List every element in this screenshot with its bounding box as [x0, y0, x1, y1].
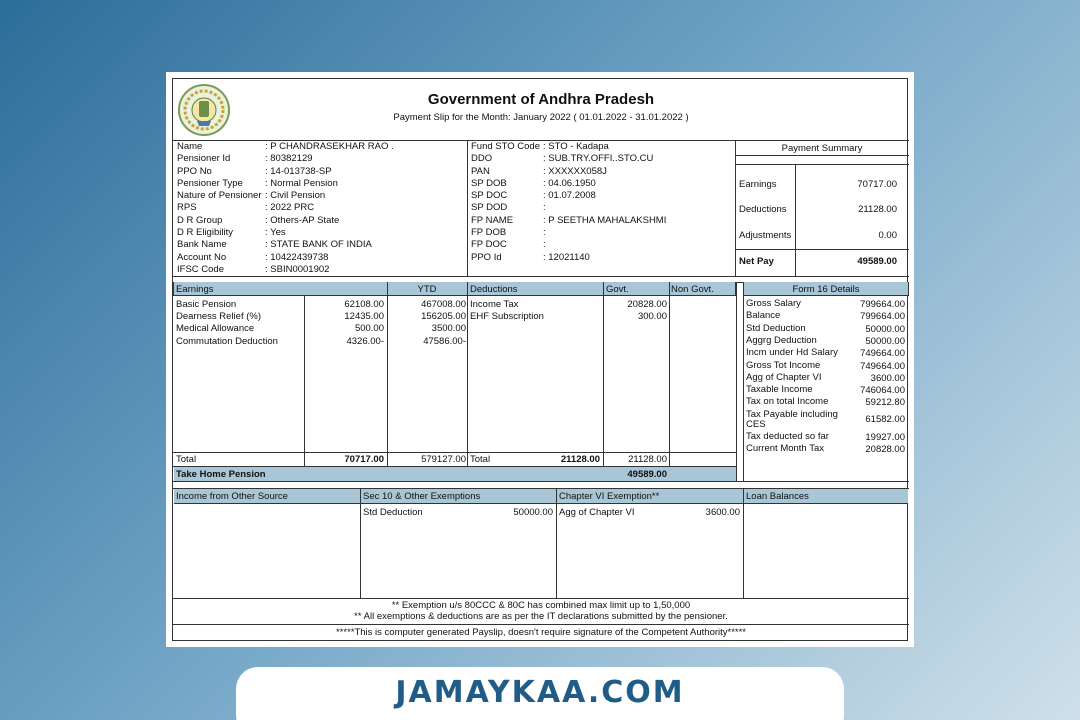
form16-label: Gross Tot Income [746, 359, 821, 371]
pensioner-field-value: : 80382129 [265, 153, 313, 165]
earnings-total-amount: 70717.00 [344, 454, 384, 465]
fund-field-value: : XXXXXX058J [543, 165, 607, 177]
form16-label: Std Deduction [746, 322, 806, 334]
fund-field [471, 239, 733, 251]
pensioner-info-right [471, 141, 733, 264]
form16-label: Incm under Hd Salary [746, 347, 838, 359]
earning-ytd: 3500.00 [431, 323, 466, 335]
fund-field [471, 215, 733, 227]
sec10-row-name: Std Deduction [363, 507, 423, 518]
pensioner-field-value: : SBIN0001902 [265, 263, 330, 275]
form16-value: 19927.00 [865, 431, 905, 443]
income-other-source-header: Income from Other Source [176, 491, 288, 502]
earning-ytd: 156205.00 [421, 311, 466, 323]
summary-label: Net Pay [739, 256, 774, 267]
sec10-row-value: 50000.00 [513, 507, 553, 518]
fund-field-label: DDO [471, 153, 493, 165]
form16-value: 749664.00 [860, 360, 905, 372]
fund-field [471, 166, 733, 178]
pensioner-info-left [177, 141, 469, 276]
fund-field [471, 202, 733, 214]
deduction-govt: 20828.00 [627, 299, 667, 310]
summary-value: 49589.00 [857, 256, 897, 267]
pensioner-field-value: : 2022 PRC [265, 202, 315, 214]
summary-label: Deductions [739, 204, 787, 215]
chapter6-exemption-header: Chapter VI Exemption** [559, 491, 660, 502]
fund-field-value: : SUB.TRY.OFFI..STO.CU [543, 153, 654, 165]
fund-field-label: SP DOC [471, 190, 508, 202]
earning-name: Dearness Relief (%) [176, 311, 261, 323]
fund-field-value: : [543, 202, 546, 214]
form16-title: Form 16 Details [792, 284, 860, 295]
fund-field [471, 141, 733, 153]
deductions-total-govt: 21128.00 [628, 454, 667, 465]
pensioner-field-label: Pensioner Type [177, 177, 243, 189]
pensioner-field-value: : Yes [265, 227, 286, 239]
form16-value: 20828.00 [865, 444, 905, 455]
pensioner-field [177, 227, 469, 239]
pensioner-field-value: : STATE BANK OF INDIA [265, 239, 372, 251]
form16-value: 59212.80 [865, 397, 905, 409]
summary-value: 70717.00 [857, 179, 897, 190]
earnings-total-ytd: 579127.00 [421, 454, 466, 465]
pensioner-field [177, 153, 469, 165]
fund-field [471, 178, 733, 190]
pensioner-field [177, 264, 469, 276]
pensioner-field [177, 166, 469, 178]
form16-value: 61582.00 [865, 413, 905, 425]
pensioner-field-label: Pensioner Id [177, 153, 231, 165]
payslip-frame [172, 78, 908, 641]
deductions-total-label: Total [470, 454, 491, 465]
summary-label: Earnings [739, 179, 777, 190]
form16-value: 799664.00 [860, 299, 905, 310]
fund-field-label: PPO Id [471, 251, 502, 263]
form16-label: Tax deducted so far [746, 430, 829, 442]
fund-field [471, 227, 733, 239]
fund-field-label: FP DOB [471, 227, 507, 239]
fund-field-label: SP DOD [471, 202, 508, 214]
pensioner-field-label: D R Eligibility [177, 227, 233, 239]
fund-field-value: : [543, 239, 546, 251]
summary-label: Adjustments [739, 230, 792, 241]
fund-field-value: : 12021140 [543, 251, 590, 263]
payslip-document [166, 72, 914, 647]
earning-name: Commutation Deduction [176, 335, 278, 347]
fund-field-value: : P SEETHA MAHALAKSHMI [543, 214, 667, 226]
summary-value: 0.00 [878, 230, 897, 241]
pensioner-field-label: D R Group [177, 214, 223, 226]
form16-value: 799664.00 [860, 311, 905, 323]
pensioner-field-label: PPO No [177, 165, 212, 177]
pensioner-field [177, 215, 469, 227]
fund-field-label: PAN [471, 165, 490, 177]
pensioner-field-label: Bank Name [177, 239, 227, 251]
sec10-exemptions-header: Sec 10 & Other Exemptions [363, 491, 481, 502]
deductions-total: 21128.00 [560, 454, 600, 465]
fund-field-label: FP DOC [471, 239, 507, 251]
pensioner-field [177, 141, 469, 153]
deduction-govt: 300.00 [637, 311, 667, 323]
form16-value: 3600.00 [870, 372, 905, 384]
brand-text: JAMAYKAA.COM [395, 675, 685, 710]
form16-label: Aggrg Deduction [746, 334, 817, 346]
earning-amount: 62108.00 [344, 299, 384, 310]
fund-field-value: : 01.07.2008 [543, 190, 596, 202]
form16-value: 746064.00 [860, 385, 905, 397]
fund-field [471, 190, 733, 202]
form16-label: Gross Salary [746, 298, 801, 309]
pensioner-field-value: : 10422439738 [265, 251, 329, 263]
form16-label: Balance [746, 310, 781, 322]
form16-value: 749664.00 [860, 348, 905, 360]
fund-field-label: Fund STO Code [471, 141, 541, 152]
earning-ytd: 47586.00- [423, 335, 466, 347]
fund-field-value: : 04.06.1950 [543, 177, 596, 189]
fund-field-label: FP NAME [471, 214, 514, 226]
payment-summary-title: Payment Summary [781, 143, 863, 154]
footer-note: *****This is computer generated Payslip, doesn't require signature of the Competent Authority***** [335, 627, 747, 638]
earning-name: Basic Pension [176, 299, 237, 310]
chapter6-row-name: Agg of Chapter VI [559, 507, 635, 518]
pensioner-field [177, 202, 469, 214]
ytd-header: YTD [417, 284, 437, 295]
pensioner-field [177, 252, 469, 264]
pensioner-field-value: : Civil Pension [265, 190, 326, 202]
deductions-header: Deductions [470, 284, 518, 295]
govt-header: Govt. [606, 284, 629, 295]
pensioner-field-label: Name [177, 141, 203, 152]
pensioner-field-value: : Normal Pension [265, 177, 338, 189]
fund-field-label: SP DOB [471, 177, 507, 189]
non-govt-header: Non Govt. [671, 284, 714, 295]
fund-field [471, 153, 733, 165]
pensioner-field [177, 178, 469, 190]
earning-name: Medical Allowance [176, 323, 255, 335]
page-subtitle: Payment Slip for the Month: January 2022 ( 01.01.2022 - 31.01.2022 ) [393, 112, 689, 123]
deduction-name: Income Tax [470, 299, 519, 310]
form16-label: Current Month Tax [746, 443, 824, 454]
form16-value: 50000.00 [865, 323, 905, 335]
earnings-total-label: Total [176, 454, 197, 465]
earning-amount: 4326.00- [346, 335, 384, 347]
fund-field-value: : [543, 227, 546, 239]
note-line-2: ** All exemptions & deductions are as per the IT declarations submitted by the pensioner. [354, 611, 728, 622]
take-home-label: Take Home Pension [176, 469, 266, 480]
form16-label: Tax Payable including CES [746, 408, 838, 430]
form16-value: 50000.00 [865, 335, 905, 347]
pensioner-field [177, 239, 469, 251]
pensioner-field-label: Nature of Pensioner [177, 190, 262, 202]
fund-field [471, 252, 733, 264]
pensioner-field [177, 190, 469, 202]
fund-field-value: : STO - Kadapa [543, 141, 609, 152]
earning-amount: 500.00 [354, 323, 384, 335]
brand-banner [236, 667, 844, 720]
loan-balances-header: Loan Balances [746, 491, 809, 502]
take-home-value: 49589.00 [627, 469, 667, 480]
summary-value: 21128.00 [858, 204, 897, 215]
pensioner-field-label: RPS [177, 202, 197, 214]
form16-label: Taxable Income [746, 384, 813, 396]
earning-ytd: 467008.00 [421, 299, 466, 310]
form16-label: Tax on total Income [746, 396, 829, 408]
page-title: Government of Andhra Pradesh [427, 91, 655, 108]
chapter6-row-value: 3600.00 [705, 507, 740, 518]
pensioner-field-value: : Others-AP State [265, 214, 340, 226]
earnings-header: Earnings [176, 284, 214, 295]
earning-amount: 12435.00 [344, 311, 384, 323]
pensioner-field-value: : P CHANDRASEKHAR RAO . [265, 141, 394, 152]
pensioner-field-value: : 14-013738-SP [265, 165, 332, 177]
pensioner-field-label: Account No [177, 251, 227, 263]
note-line-1: ** Exemption u/s 80CCC & 80C has combined max limit up to 1,50,000 [391, 600, 691, 611]
deduction-name: EHF Subscription [470, 311, 544, 323]
form16-label: Agg of Chapter VI [746, 371, 822, 383]
pensioner-field-label: IFSC Code [177, 263, 224, 275]
